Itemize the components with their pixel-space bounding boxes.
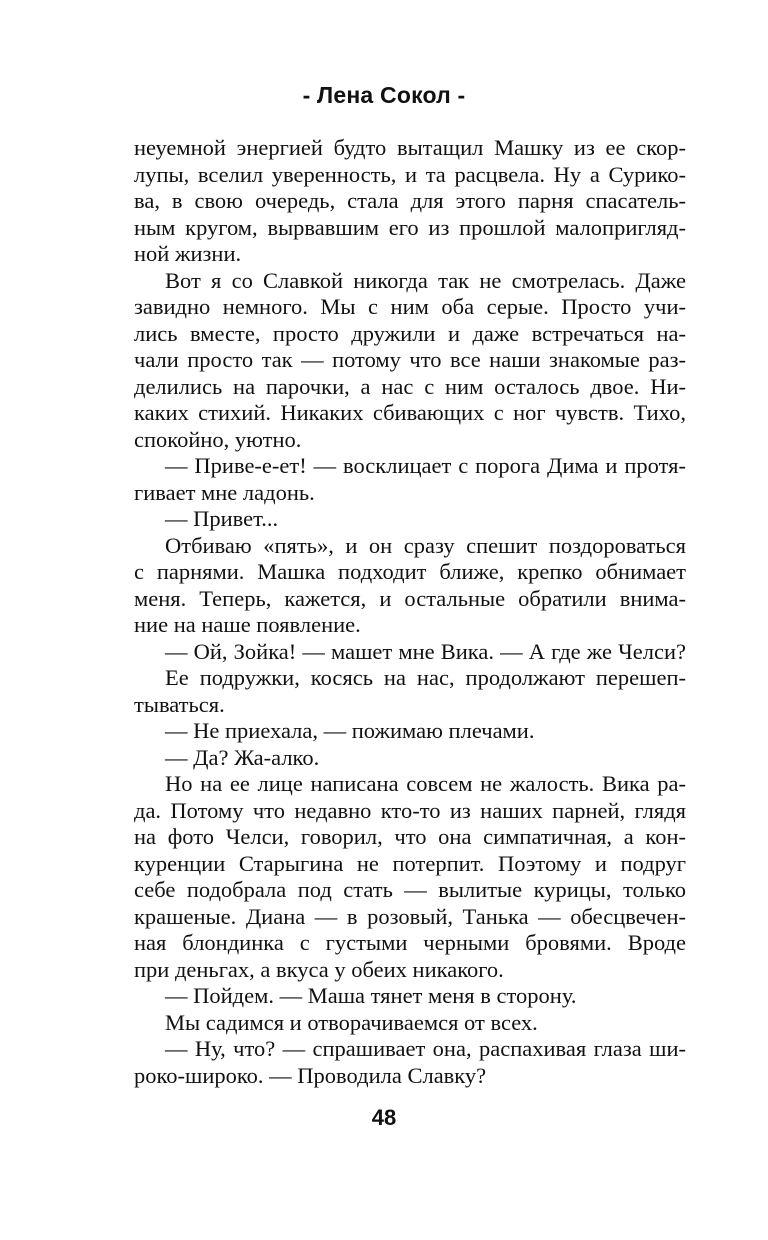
text-line: спокойно, уютно. — [134, 426, 302, 452]
text-line: да. Потому что недавно кто-то из наших парней, глядя — [134, 797, 686, 823]
text-line: каких стихий. Никаких сбивающих с ног чувств. Тихо, — [134, 400, 686, 425]
text-line: куренции Старыгина не потерпит. Поэтому и подруг — [134, 850, 686, 876]
text-line: Отбиваю «пять», и он сразу спешит поздороваться — [165, 532, 686, 558]
text-line: — Ой, Зойка! — машет мне Вика. — А где же Челси? — [165, 638, 686, 664]
text-line: — Приве-е-ет! — восклицает с порога Дима и протя- — [165, 453, 686, 478]
text-line: — Пойдем. — Маша тянет меня в сторону. — [165, 983, 577, 1008]
text-line: ной жизни. — [134, 241, 242, 266]
text-line: ва, в свою очередь, стала для этого парня спасатель- — [134, 188, 686, 213]
text-line: Мы садимся и отворачиваемся от всех. — [165, 1009, 538, 1035]
text-line: Ее подружки, косясь на нас, продолжают перешеп- — [165, 665, 686, 690]
text-line: тываться. — [134, 691, 225, 717]
text-line: с парнями. Машка подходит ближе, крепко обнимает — [134, 559, 686, 584]
text-line: — Да? Жа-алко. — [165, 744, 320, 770]
text-line: — Привет... — [165, 506, 279, 531]
text-line: ние на наше появление. — [134, 612, 361, 637]
text-line: Вот я со Славкой никогда так не смотрелась. Даже — [165, 267, 686, 293]
text-line: — Ну, что? — спрашивает она, распахивая глаза ши- — [165, 1036, 686, 1061]
text-line: чали просто так — потому что все наши знакомые раз- — [134, 347, 686, 372]
text-line: при деньгах, а вкуса у обеих никакого. — [134, 956, 504, 982]
page-number: 48 — [371, 1105, 397, 1130]
text-line: завидно немного. Мы с ним оба серые. Просто учи- — [134, 294, 686, 319]
body-text — [134, 135, 686, 1089]
running-header: - Лена Сокол - — [302, 82, 466, 108]
text-line: ная блондинка с густыми черными бровями. Вроде — [134, 930, 686, 955]
text-line: меня. Теперь, кажется, и остальные обратили внима- — [134, 585, 686, 611]
text-line: крашеные. Диана — в розовый, Танька — обесцвечен- — [134, 903, 686, 929]
text-line: гивает мне ладонь. — [134, 479, 315, 505]
text-line: роко-широко. — Проводила Славку? — [134, 1062, 487, 1088]
text-line: лупы, вселил уверенность, и та расцвела. Ну а Сурико- — [134, 161, 686, 187]
text-line: — Не приехала, — пожимаю плечами. — [165, 718, 535, 743]
text-line: себе подобрала под стать — вылитые курицы, только — [134, 877, 686, 902]
text-line: неуемной энергией будто вытащил Машку из ее скор- — [134, 135, 686, 160]
text-line: лись вместе, просто дружили и даже встречаться на- — [134, 320, 686, 346]
text-line: ным кругом, вырвавшим его из прошлой малопригляд- — [134, 214, 686, 240]
text-line: делились на парочки, а нас с ним осталось двое. Ни- — [134, 373, 686, 399]
text-line: Но на ее лице написана совсем не жалость. Вика ра- — [165, 771, 686, 796]
text-line: на фото Челси, говорил, что она симпатичная, а кон- — [134, 824, 686, 849]
